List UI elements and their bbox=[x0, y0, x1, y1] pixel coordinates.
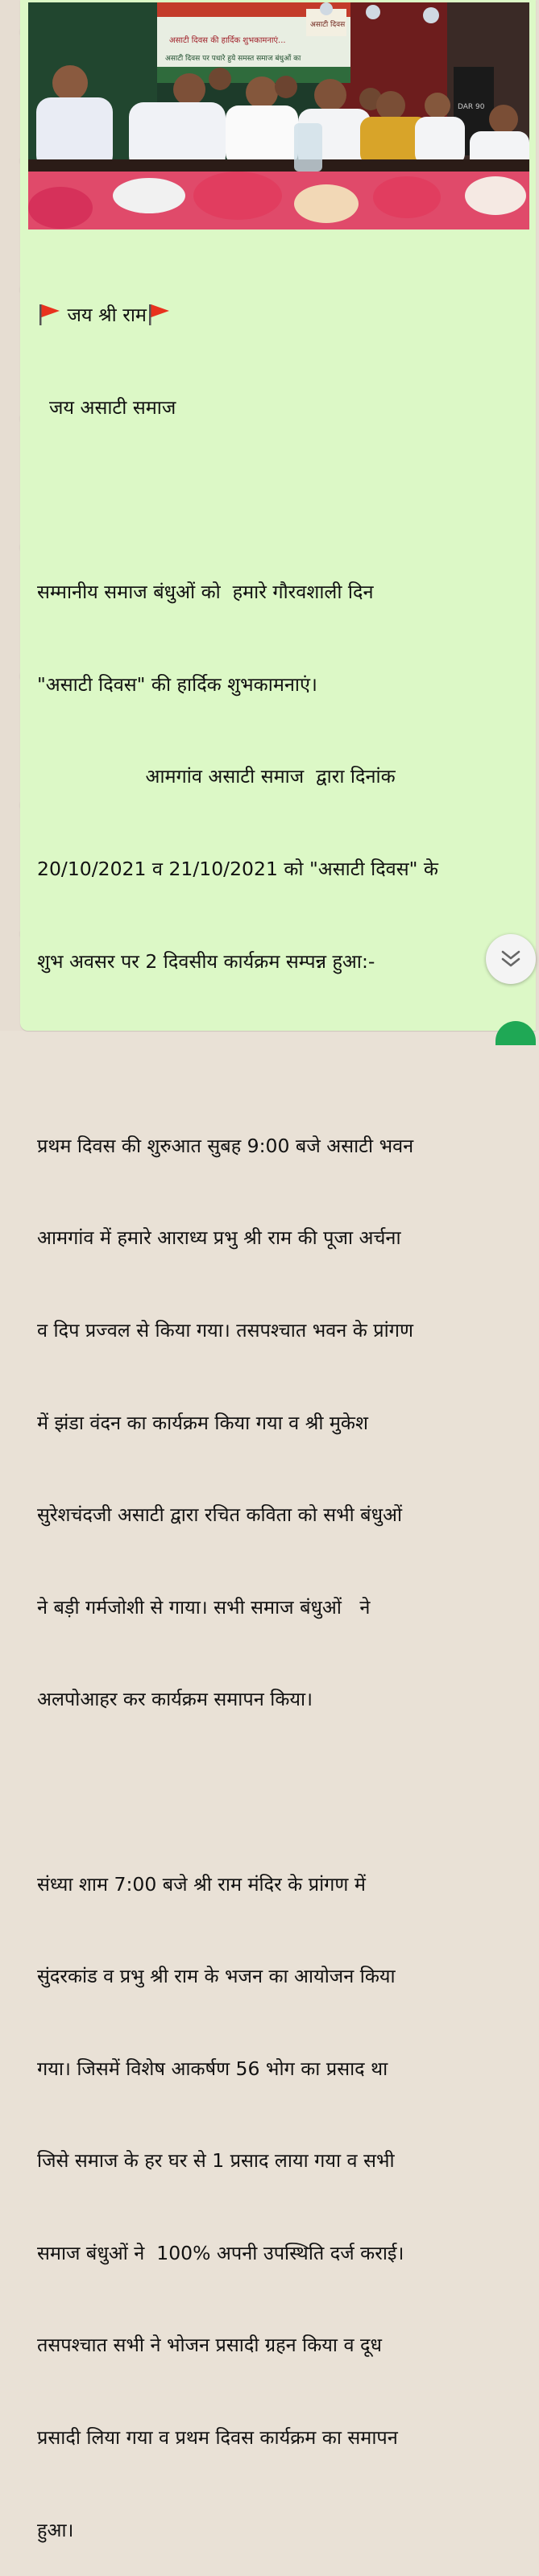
message-line: प्रथम दिवस की शुरुआत सुबह 9:00 बजे असाटी भवन bbox=[37, 1134, 414, 1157]
greeting-line2 bbox=[37, 392, 520, 423]
message-line: शुभ अवसर पर 2 दिवसीय कार्यक्रम सम्पन्न हुआ:- bbox=[37, 949, 375, 973]
message-line: सुरेशचंदजी असाटी द्वारा रचित कविता को सभी बंधुओं bbox=[37, 1503, 403, 1527]
message-line: हुआ। bbox=[37, 2518, 74, 2541]
message-line: ने बड़ी गर्मजोशी से गाया। सभी समाज बंधुओं ने bbox=[37, 1595, 371, 1619]
message-line: गया। जिसमें विशेष आकर्षण 56 भोग का प्रसाद था bbox=[37, 2057, 388, 2080]
event-banner bbox=[157, 2, 350, 83]
message-line: आमगांव में हमारे आराध्य प्रभु श्री राम की पूजा अर्चना bbox=[37, 1226, 401, 1250]
message-line bbox=[37, 1776, 520, 1807]
message-line bbox=[37, 1038, 520, 1069]
message-text bbox=[37, 238, 520, 2576]
blank-line bbox=[37, 485, 520, 515]
banner-badge: असाटी दिवस bbox=[310, 21, 346, 29]
scroll-to-bottom-button[interactable] bbox=[486, 934, 536, 984]
greeting-jai-asati-samaj: जय असाटी समाज bbox=[48, 396, 176, 419]
message-line: संध्या शाम 7:00 बजे श्री राम मंदिर के प्रांगण में bbox=[37, 1872, 366, 1896]
message-line: व दिप प्रज्वल से किया गया। तसपश्चात भवन के प्रांगण bbox=[37, 1318, 413, 1342]
message-line: में झंडा वंदन का कार्यक्रम किया गया व श्री मुकेश bbox=[37, 1411, 368, 1434]
message-line: अलपोआहर कर कार्यक्रम समापन किया। bbox=[37, 1688, 313, 1711]
message-line: सुंदरकांड व प्रभु श्री राम के भजन का आयोजन किया bbox=[37, 1965, 396, 1988]
speaker-label: DAR 90 bbox=[458, 103, 485, 111]
greeting-jai-shri-ram: जय श्री राम bbox=[67, 304, 147, 327]
message-line: समाज बंधुओं ने 100% अपनी उपस्थिति दर्ज कराई। bbox=[37, 2241, 404, 2264]
banner-line1: असाटी दिवस की हार्दिक शुभकामनाएं... bbox=[169, 36, 286, 45]
message-line: तसपश्चात सभी ने भोजन प्रसादी ग्रहन किया व दूध bbox=[37, 2334, 382, 2357]
event-photo[interactable] bbox=[28, 2, 529, 229]
double-chevron-down-icon bbox=[500, 949, 521, 969]
red-flag-icon bbox=[147, 302, 171, 326]
message-line: जिसे समाज के हर घर से 1 प्रसाद लाया गया व सभी bbox=[37, 2149, 395, 2173]
message-line: "असाटी दिवस" की हार्दिक शुभकामनाएं। bbox=[37, 672, 317, 696]
message-line: आमगांव असाटी समाज द्वारा दिनांक bbox=[37, 765, 396, 788]
message-line: 20/10/2021 व 21/10/2021 को "असाटी दिवस" के bbox=[37, 857, 438, 880]
greeting-line1 bbox=[37, 300, 520, 330]
message-line: प्रसादी लिया गया व प्रथम दिवस कार्यक्रम का समापन bbox=[37, 2426, 398, 2450]
red-flag-icon bbox=[37, 302, 61, 326]
banner-line2: असाटी दिवस पर पधारे हुये समस्त समाज बंधुओं का bbox=[165, 55, 301, 63]
message-line: सम्मानीय समाज बंधुओं को हमारे गौरवशाली दिन bbox=[37, 581, 374, 604]
